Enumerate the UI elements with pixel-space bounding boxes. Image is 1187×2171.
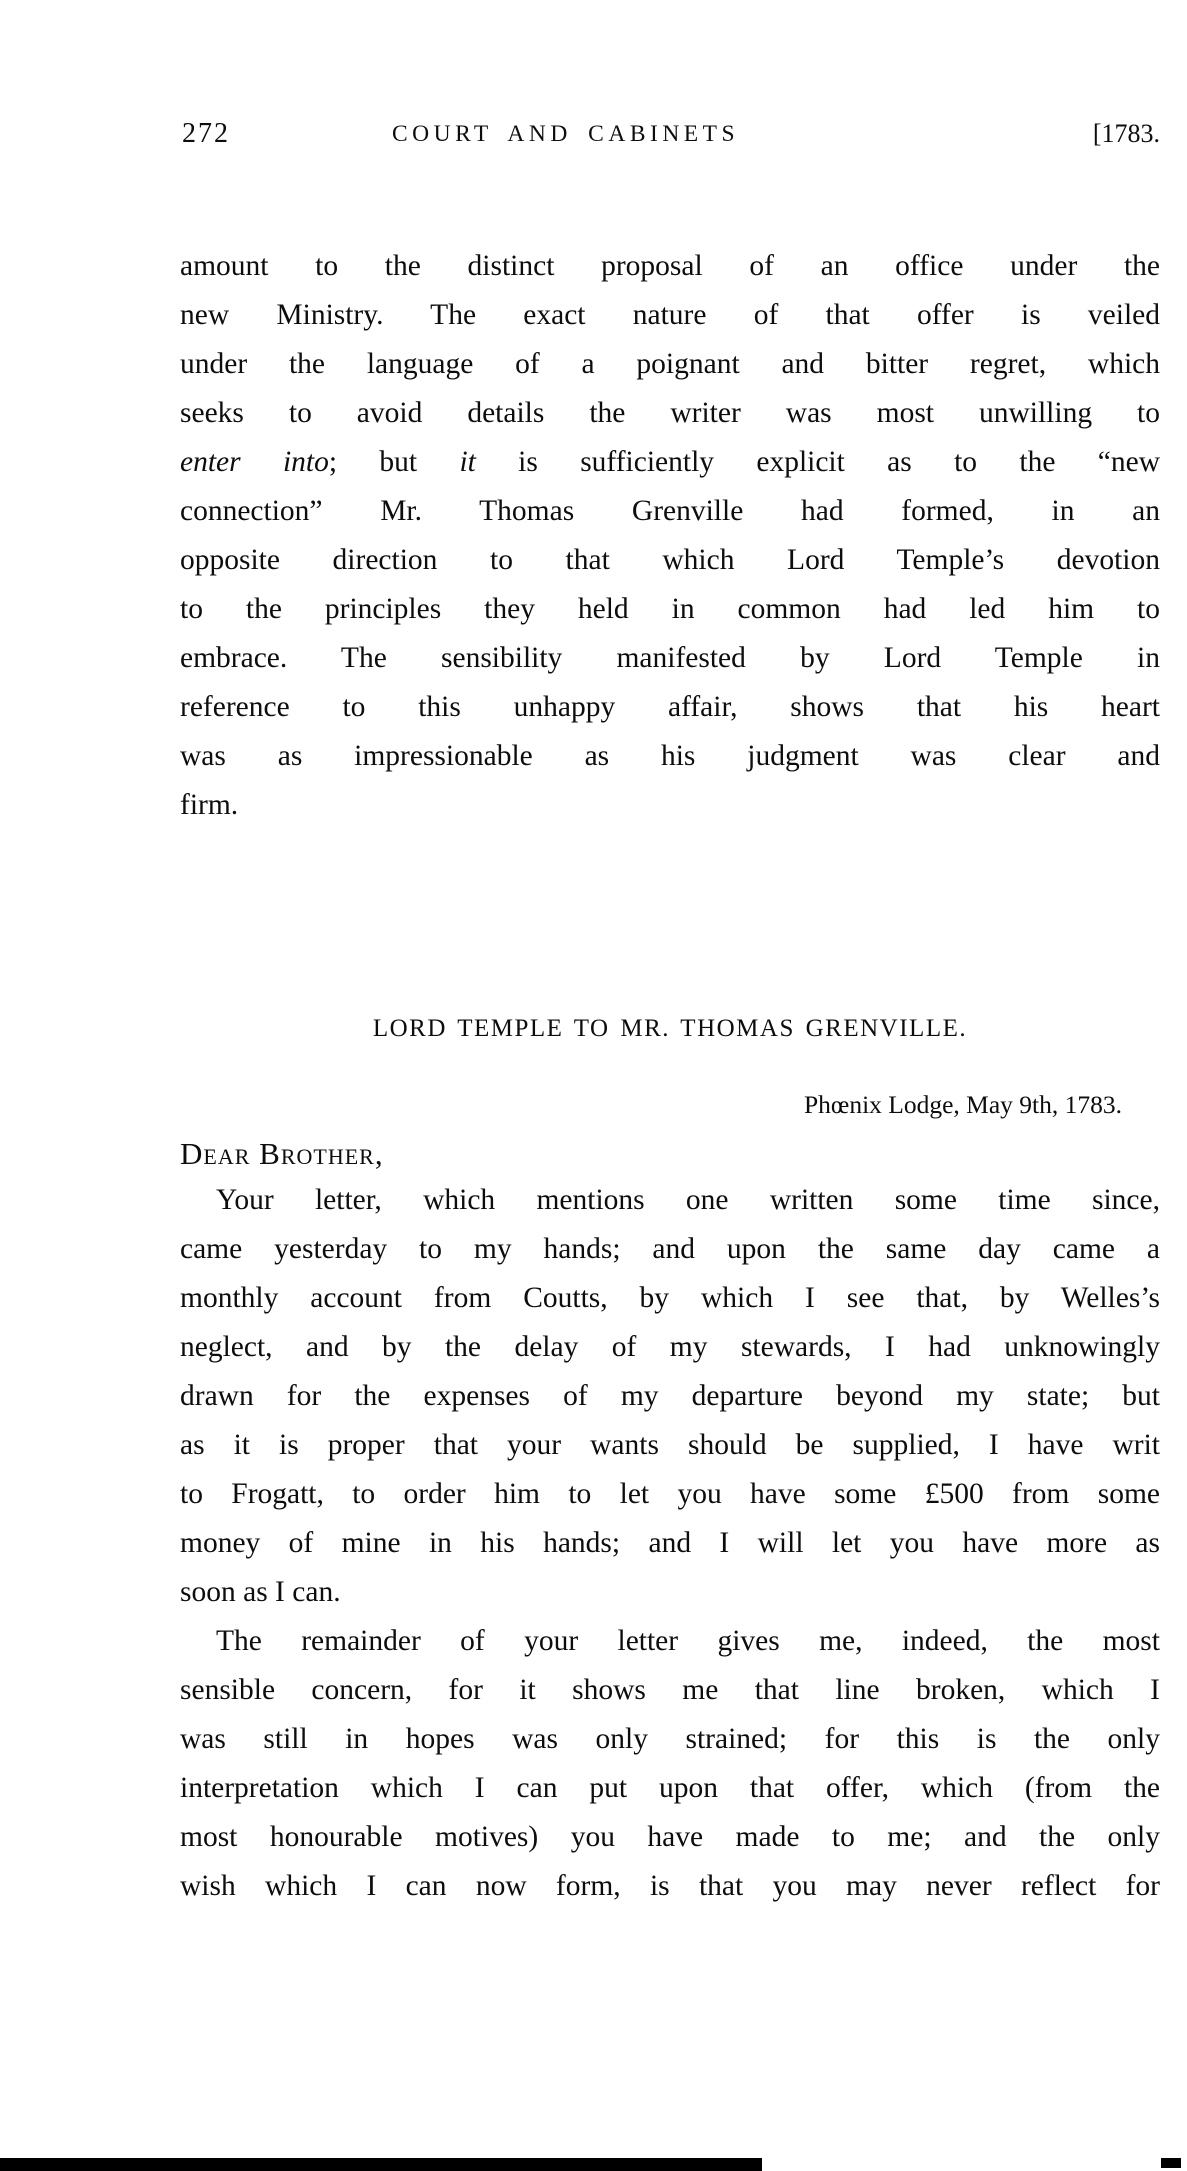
text-line: Your letter, which mentions one written some time since, bbox=[216, 1184, 1160, 1216]
text-line: sensible concern, for it shows me that line broken, which I bbox=[180, 1674, 1160, 1706]
text-line: opposite direction to that which Lord Temple’s devotion bbox=[180, 544, 1160, 576]
letter-dateline: Phœnix Lodge, May 9th, 1783. bbox=[803, 1090, 1122, 1119]
text-line: reference to this unhappy affair, shows that his heart bbox=[180, 691, 1160, 723]
text-line: most honourable motives) you have made to me; and the only bbox=[180, 1821, 1160, 1853]
letter-paragraph-1 bbox=[180, 1176, 1160, 1617]
text-line: connection” Mr. Thomas Grenville had formed, in an bbox=[180, 495, 1160, 527]
text-line: The remainder of your letter gives me, indeed, the most bbox=[216, 1625, 1160, 1657]
letter-salutation: Dear Brother, bbox=[180, 1136, 384, 1171]
text-line: enter into; but it is sufficiently explicit as to the “new bbox=[180, 446, 1160, 478]
text-line: as it is proper that your wants should be supplied, I have writ bbox=[180, 1429, 1160, 1461]
text-line: seeks to avoid details the writer was most unwilling to bbox=[180, 397, 1160, 429]
text-line: interpretation which I can put upon that offer, which (from the bbox=[180, 1772, 1160, 1804]
intro-paragraph bbox=[180, 242, 1160, 830]
text-line: was still in hopes was only strained; for this is the only bbox=[180, 1723, 1160, 1755]
text-line: firm. bbox=[180, 789, 239, 821]
text-line: embrace. The sensibility manifested by Lord Temple in bbox=[180, 642, 1160, 674]
page-header bbox=[180, 118, 1160, 156]
text-line: came yesterday to my hands; and upon the same day came a bbox=[180, 1233, 1160, 1265]
text-line: money of mine in his hands; and I will let you have more as bbox=[180, 1527, 1160, 1559]
text-line: amount to the distinct proposal of an office under the bbox=[180, 250, 1160, 282]
page-number: 272 bbox=[182, 118, 230, 149]
running-title: COURT AND CABINETS bbox=[392, 121, 740, 147]
text-line: drawn for the expenses of my departure beyond my state; but bbox=[180, 1380, 1160, 1412]
text-line: to Frogatt, to order him to let you have some £500 from some bbox=[180, 1478, 1160, 1510]
text-line: under the language of a poignant and bitter regret, which bbox=[180, 348, 1160, 380]
text-line: monthly account from Coutts, by which I see that, by Welles’s bbox=[180, 1282, 1160, 1314]
text-line: neglect, and by the delay of my stewards, I had unknowingly bbox=[180, 1331, 1160, 1363]
text-line: soon as I can. bbox=[180, 1576, 341, 1608]
text-line: was as impressionable as his judgment was clear and bbox=[180, 740, 1160, 772]
letter-heading: LORD TEMPLE TO MR. THOMAS GRENVILLE. bbox=[372, 1015, 968, 1042]
scan-artifact-bar bbox=[0, 2158, 762, 2171]
letter-paragraph-2 bbox=[180, 1617, 1160, 1911]
year-marker: [1783. bbox=[1092, 119, 1160, 148]
text-line: wish which I can now form, is that you may never reflect for bbox=[180, 1870, 1160, 1902]
scan-artifact-square bbox=[1161, 2158, 1181, 2168]
text-line: to the principles they held in common had led him to bbox=[180, 593, 1160, 625]
text-line: new Ministry. The exact nature of that offer is veiled bbox=[180, 299, 1160, 331]
